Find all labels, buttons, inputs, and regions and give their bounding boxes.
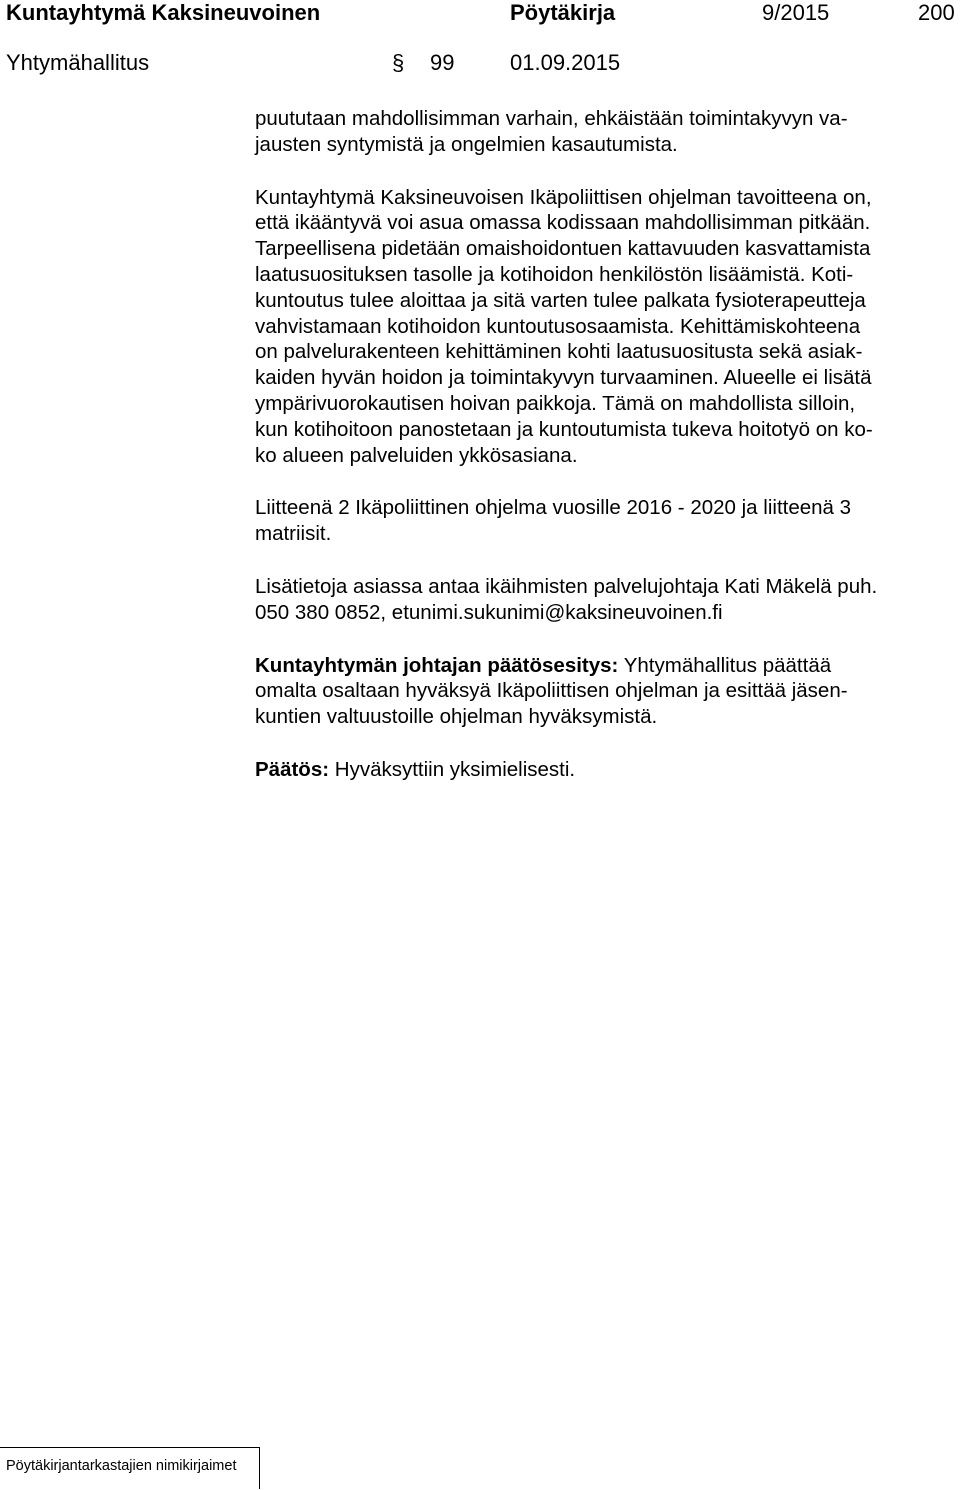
meeting-date: 01.09.2015: [510, 50, 621, 75]
proposal-text: Yhtymähallitus päättää: [618, 653, 832, 677]
text-line: on palvelurakenteen kehittäminen kohti laatusuositusta sekä asiak-: [255, 340, 863, 364]
text-line: kuntien valtuustoille ohjelman hyväksymistä.: [255, 705, 658, 729]
decision-label: Päätös:: [255, 757, 330, 781]
text-line: vahvistamaan kotihoidon kuntoutusosaamista. Kehittämiskohteena: [255, 314, 861, 338]
signature-box: [0, 1447, 260, 1489]
governing-body: Yhtymähallitus: [6, 50, 150, 75]
text-line: jausten syntymistä ja ongelmien kasautumista.: [255, 132, 678, 156]
paragraph-contact: [255, 574, 955, 626]
paragraph-attachments: [255, 495, 955, 547]
text-line: Lisätietoja asiassa antaa ikäihmisten palvelujohtaja Kati Mäkelä puh.: [255, 574, 878, 598]
signatures-label: Pöytäkirjantarkastajien nimikirjaimet: [6, 1458, 237, 1474]
text-line: 050 380 0852, etunimi.sukunimi@kaksineuvoinen.fi: [255, 600, 723, 624]
decision-line: [255, 757, 955, 783]
proposal-label: Kuntayhtymän johtajan päätösesitys:: [255, 653, 619, 677]
text-line: Tarpeellisena pidetään omaishoidontuen kattavuuden kasvattamista: [255, 237, 871, 261]
organization-name: Kuntayhtymä Kaksineuvoinen: [6, 0, 321, 25]
text-line: ko alueen palveluiden ykkösasiana.: [255, 443, 578, 467]
text-line: kun kotihoitoon panostetaan ja kuntoutumista tukeva hoitotyö on ko-: [255, 417, 873, 441]
text-line: puututaan mahdollisimman varhain, ehkäistään toimintakyvyn va-: [255, 107, 848, 130]
text-line: että ikääntyvä voi asua omassa kodissaan mahdollisimman pitkään.: [255, 211, 871, 235]
document-type: Pöytäkirja: [510, 0, 616, 25]
text-line: kaiden hyvän hoidon ja toimintakyvyn turvaaminen. Alueelle ei lisätä: [255, 366, 872, 390]
text-line: matriisit.: [255, 522, 332, 546]
paragraph-decision: [255, 757, 955, 783]
text-line: Kuntayhtymä Kaksineuvoisen Ikäpoliittisen ohjelman tavoitteena on,: [255, 185, 872, 209]
text-line: Liitteenä 2 Ikäpoliittinen ohjelma vuosille 2016 - 2020 ja liitteenä 3: [255, 496, 852, 520]
paragraph-proposal: [255, 653, 955, 730]
page-number: 200: [918, 0, 955, 25]
document-number: 9/2015: [762, 0, 830, 25]
paragraph-2: [255, 185, 955, 469]
paragraph-1: [255, 106, 955, 158]
text-line: omalta osaltaan hyväksyä Ikäpoliittisen ohjelman ja esittää jäsen-: [255, 679, 848, 703]
proposal-first-line: [255, 653, 955, 679]
text-line: laatusuosituksen tasolle ja kotihoidon henkilöstön lisäämistä. Koti-: [255, 262, 854, 286]
decision-text: Hyväksyttiin yksimielisesti.: [329, 757, 576, 781]
text-line: ympärivuorokautisen hoivan paikkoja. Tämä on mahdollista silloin,: [255, 391, 856, 415]
section-sign: §: [392, 50, 405, 75]
minutes-content: [255, 106, 955, 810]
section-number: 99: [430, 50, 455, 75]
text-line: kuntoutus tulee aloittaa ja sitä varten tulee palkata fysioterapeutteja: [255, 288, 866, 312]
